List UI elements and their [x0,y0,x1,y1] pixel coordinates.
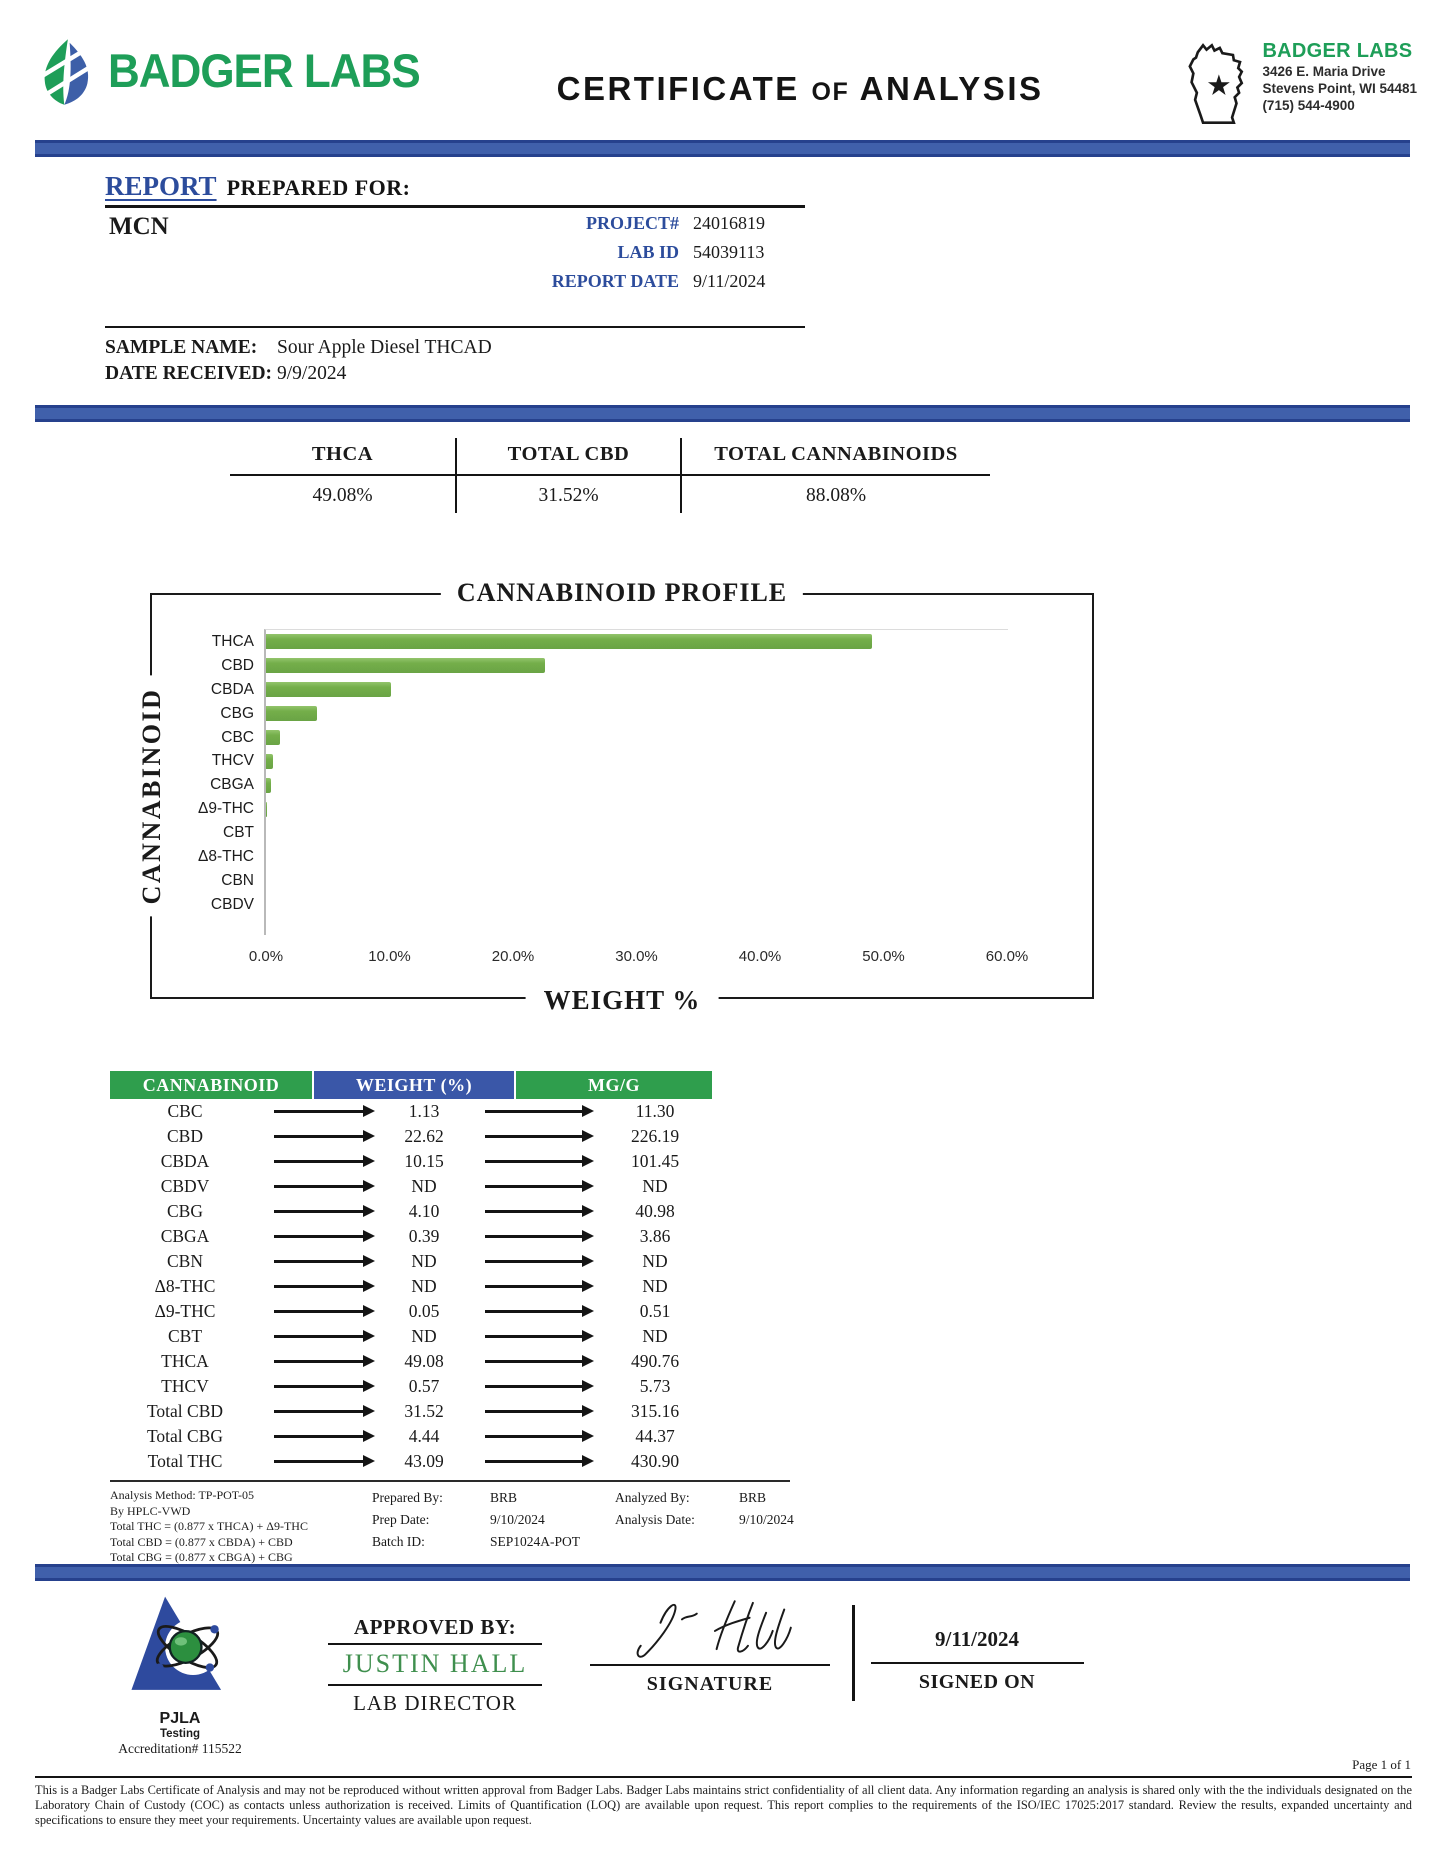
chart-category-label: CBGA [210,776,254,794]
arrow-cell [260,1285,378,1287]
chart-bar [266,682,391,697]
table-row [110,1349,712,1374]
cannabinoid-name: Δ9-THC [154,1301,216,1321]
x-tick-label: 30.0% [615,948,658,965]
right-arrow-icon [274,1260,364,1262]
summary-header: THCA [230,438,455,476]
cannabinoid-profile-chart [137,578,1094,1015]
arrow-cell [260,1385,378,1387]
arrow-cell [260,1160,378,1162]
chart-bar [266,802,267,817]
summary-header: TOTAL CBD [455,438,680,476]
arrow-cell [470,1385,598,1387]
chart-row [221,869,1008,893]
chart-category-label: CBDV [210,895,254,913]
mgg-value: ND [642,1251,668,1271]
note-value: 9/10/2024 [490,1512,545,1527]
weight-value: 1.13 [408,1101,440,1121]
summary-value: 31.52% [455,476,680,513]
weight-value: 4.10 [408,1201,440,1221]
method-note: Analysis Method: TP-POT-05 [110,1488,255,1502]
approved-by-block [320,1615,550,1716]
right-arrow-icon [485,1185,584,1187]
approver-role: LAB DIRECTOR [353,1690,517,1715]
weight-value: 49.08 [404,1351,444,1371]
note-value: BRB [490,1490,518,1505]
arrow-cell [470,1235,598,1237]
results-table [110,1071,712,1474]
arrow-cell [260,1360,378,1362]
leaf-logo-icon [36,36,98,108]
arrow-cell [470,1410,598,1412]
chart-row [211,630,1008,654]
signature-line [590,1593,830,1666]
prepared-for-label: PREPARED FOR: [226,175,411,200]
arrow-cell [260,1310,378,1312]
arrow-cell [260,1435,378,1437]
cannabinoid-name: CBN [167,1251,203,1271]
report-fields [552,213,803,292]
chart-row [198,797,1008,821]
x-tick-label: 50.0% [862,948,905,965]
arrow-cell [470,1285,598,1287]
method-note: By HPLC-VWD [110,1503,191,1518]
lab-address [1262,40,1417,114]
table-row [110,1424,712,1449]
page-title: CERTIFICATE OF ANALYSIS [556,70,1044,107]
date-received-row [105,361,805,387]
right-arrow-icon [485,1160,584,1162]
client-name: MCN [109,213,169,240]
x-tick-label: 10.0% [368,948,411,965]
approver-name: JUSTIN HALL [328,1645,542,1686]
cannabinoid-name: Total CBD [146,1401,224,1421]
badger-labs-logo [36,36,420,108]
divider-bar-top [35,140,1410,157]
arrow-cell [470,1160,598,1162]
table-body [110,1099,712,1474]
report-field-value: 54039113 [693,242,765,262]
signed-on-label: SIGNED ON [918,1670,1036,1693]
right-arrow-icon [274,1385,364,1387]
chart-category-label: CBT [223,824,254,842]
table-row [110,1224,712,1249]
right-arrow-icon [274,1185,364,1187]
cannabinoid-name: CBDV [160,1176,210,1196]
summary-value: 49.08% [312,485,373,506]
right-arrow-icon [485,1460,584,1462]
arrow-cell [470,1460,598,1462]
arrow-cell [470,1210,598,1212]
footer [0,1564,1445,1828]
weight-value: 4.44 [408,1426,440,1446]
notes-prepared [372,1490,580,1550]
mgg-value: 490.76 [630,1351,680,1371]
cannabinoid-name: THCV [161,1376,209,1396]
chart-row [198,845,1008,869]
chart-category-label: CBD [221,656,254,674]
x-tick-label: 0.0% [248,948,284,965]
report-heading [105,171,805,208]
arrow-cell [260,1260,378,1262]
method-note: Total CBG = (0.877 x CBGA) + CBG [110,1550,293,1564]
right-arrow-icon [485,1210,584,1212]
note-label: Analyzed By: [615,1490,690,1505]
weight-value: 10.15 [404,1151,444,1171]
mgg-value: 101.45 [630,1151,680,1171]
weight-value: ND [411,1176,437,1196]
right-arrow-icon [274,1410,364,1412]
right-arrow-icon [274,1110,364,1112]
arrow-cell [260,1135,378,1137]
weight-value: 0.05 [408,1301,440,1321]
x-tick-label: 40.0% [738,948,782,965]
divider-bar-bottom [35,1564,1410,1581]
chart-row [210,678,1008,702]
mgg-value: 3.86 [639,1226,671,1246]
weight-value: 22.62 [404,1126,444,1146]
right-arrow-icon [485,1335,584,1337]
report-field-value: 9/11/2024 [693,271,766,291]
note-label: Analysis Date: [615,1512,695,1527]
note-value: SEP1024A-POT [490,1534,581,1549]
divider-bar-mid [35,405,1410,422]
lab-address-line2: Stevens Point, WI 54481 [1262,81,1417,96]
lab-phone: (715) 544-4900 [1262,98,1355,113]
weight-value: 43.09 [404,1451,444,1471]
report-title: REPORT [105,171,217,201]
signed-on-date: 9/11/2024 [871,1605,1084,1664]
mgg-value: ND [642,1326,668,1346]
date-received-label: DATE RECEIVED: [105,363,273,384]
chart-row [210,773,1008,797]
weight-value: 0.39 [408,1226,440,1246]
weight-value: 31.52 [404,1401,444,1421]
chart-category-label: Δ9-THC [198,800,254,818]
page-number: Page 1 of 1 [1352,1756,1411,1772]
chart-bar [266,658,545,673]
report-field-label: LAB ID [617,242,679,262]
signed-on-block [865,1605,1090,1694]
date-received-value: 9/9/2024 [277,363,347,384]
arrow-cell [470,1360,598,1362]
report-field-value: 24016819 [693,213,765,233]
chart-row [211,749,1008,773]
report-field-label: REPORT DATE [551,271,679,291]
table-row [110,1274,712,1299]
chart-rows [198,630,1008,917]
pjla-accreditation: Accreditation# 115522 [118,1740,242,1756]
arrow-cell [260,1185,378,1187]
arrow-cell [260,1335,378,1337]
pjla-logo-icon [121,1591,239,1703]
column-header: WEIGHT (%) [312,1071,514,1099]
report-body [105,213,805,292]
right-arrow-icon [485,1260,584,1262]
handwritten-signature [600,1593,820,1659]
chart-bar [266,706,317,721]
note-label: Batch ID: [372,1534,425,1549]
arrow-cell [260,1460,378,1462]
sample-name-value: Sour Apple Diesel THCAD [277,337,492,358]
weight-value: ND [411,1251,437,1271]
chart-category-label: Δ8-THC [198,847,254,865]
mgg-value: 11.30 [635,1101,675,1121]
cannabinoid-name: Total CBG [146,1426,224,1446]
table-row [110,1124,712,1149]
table-row [110,1449,712,1474]
note-value: BRB [739,1490,767,1505]
section-rule [105,326,805,328]
chart-bar [266,754,273,769]
wisconsin-map-icon [1180,40,1256,128]
disclaimer-text: This is a Badger Labs Certificate of Analysis and may not be reproduced without written approval from Badger Labs. Badger Labs maintains strict confidentiality of all client data. Any information regarding an analysis is shared only with the the individuals designated on the Laboratory Chain of Custody (COC) as contacts unless authorization is received. Limits of Quantification (LOQ) are available upon request. This report complies to the requirements of the ISO/IEC 17025:2017 standard. Review the results, expanded uncertainty and specifications to ensure they meet your requirements. Uncertainty values are available upon request. [35,1782,1412,1827]
cannabinoid-name: CBGA [160,1226,210,1246]
right-arrow-icon [274,1285,364,1287]
cannabinoid-name: CBT [167,1326,203,1346]
chart-y-axis-label: CANNABINOID [137,676,167,917]
right-arrow-icon [274,1235,364,1237]
table-row [110,1299,712,1324]
chart-category-label: CBN [221,871,254,889]
summary-value: 88.08% [680,476,990,513]
mgg-value: 226.19 [630,1126,680,1146]
right-arrow-icon [274,1360,364,1362]
cannabinoid-name: CBG [167,1201,203,1221]
arrow-cell [260,1410,378,1412]
right-arrow-icon [485,1235,584,1237]
lab-address-line1: 3426 E. Maria Drive [1262,64,1386,79]
notes-analyzed [615,1490,794,1528]
signature-block [590,1593,830,1696]
arrow-cell [470,1310,598,1312]
chart-bar [266,634,872,649]
table-row [110,1099,712,1124]
note-label: Prep Date: [372,1512,430,1527]
report-field-label: PROJECT# [585,213,679,233]
table-row [110,1149,712,1174]
right-arrow-icon [485,1410,584,1412]
lab-name: BADGER LABS [1262,40,1413,62]
column-header: CANNABINOID [110,1071,312,1099]
chart-title: CANNABINOID PROFILE [441,578,803,608]
mgg-value: 0.51 [639,1301,671,1321]
arrow-cell [260,1110,378,1112]
summary-table [230,438,990,513]
chart-category-label: CBG [220,704,254,722]
header [0,0,1445,140]
right-arrow-icon [274,1435,364,1437]
summary-header: TOTAL CANNABINOIDS [680,438,990,476]
right-arrow-icon [485,1135,584,1137]
signature-label: SIGNATURE [646,1672,774,1695]
arrow-cell [470,1110,598,1112]
lab-address-block [1180,40,1417,128]
chart-x-axis-label: WEIGHT % [526,985,719,1016]
chart-row [223,821,1008,845]
weight-value: ND [411,1276,437,1296]
note-label: Prepared By: [372,1490,443,1505]
chart-bar [266,730,280,745]
cannabinoid-name: CBD [167,1126,203,1146]
right-arrow-icon [485,1110,584,1112]
logo-text: BADGER LABS [108,45,420,98]
mgg-value: 315.16 [630,1401,680,1421]
arrow-cell [260,1210,378,1212]
table-row [110,1174,712,1199]
mgg-value: 44.37 [635,1426,675,1446]
table-header [110,1071,712,1099]
arrow-cell [470,1435,598,1437]
weight-value: ND [411,1326,437,1346]
signature-section [70,1591,1405,1757]
mgg-value: 40.98 [635,1201,675,1221]
chart-row [220,702,1008,726]
chart-category-label: CBDA [210,680,254,698]
vertical-divider [852,1605,855,1701]
right-arrow-icon [485,1385,584,1387]
chart-row [221,654,1008,678]
right-arrow-icon [274,1310,364,1312]
method-note: Total THC = (0.877 x THCA) + Δ9-THC [110,1519,308,1533]
right-arrow-icon [274,1135,364,1137]
column-header: MG/G [514,1071,712,1099]
right-arrow-icon [485,1360,584,1362]
right-arrow-icon [274,1160,364,1162]
arrow-cell [470,1185,598,1187]
cannabinoid-name: THCA [161,1351,209,1371]
sample-info [105,335,805,387]
right-arrow-icon [274,1335,364,1337]
report-section [105,171,805,387]
table-row [110,1249,712,1274]
pjla-accreditation-block [70,1591,290,1757]
cannabinoid-name: Δ8-THC [154,1276,216,1296]
note-value: 9/10/2024 [739,1512,794,1527]
right-arrow-icon [274,1210,364,1212]
chart-category-label: THCV [211,752,254,770]
cannabinoid-name: CBC [167,1101,203,1121]
arrow-cell [470,1260,598,1262]
chart-plot-area [198,629,1029,965]
arrow-cell [470,1135,598,1137]
weight-value: 0.57 [408,1376,440,1396]
chart-category-label: THCA [211,632,254,650]
x-tick-label: 20.0% [491,948,535,965]
mgg-value: 430.90 [630,1451,680,1471]
chart-category-label: CBC [221,728,254,746]
mgg-value: ND [642,1176,668,1196]
sample-name-row [105,335,805,361]
approved-by-label: APPROVED BY: [328,1615,542,1645]
table-row [110,1374,712,1399]
footer-rule [35,1776,1412,1778]
sample-name-label: SAMPLE NAME: [105,337,258,358]
arrow-cell [260,1235,378,1237]
x-tick-label: 60.0% [985,948,1029,965]
arrow-cell [470,1335,598,1337]
right-arrow-icon [485,1285,584,1287]
table-row [110,1199,712,1224]
table-row [110,1324,712,1349]
pjla-name: PJLA [159,1709,201,1727]
chart-row [210,893,1008,917]
cannabinoid-name: CBDA [160,1151,210,1171]
method-note: Total CBD = (0.877 x CBDA) + CBD [110,1534,293,1549]
right-arrow-icon [485,1310,584,1312]
chart-row [221,726,1008,750]
chart-bar [266,778,271,793]
mgg-value: 5.73 [639,1376,671,1396]
pjla-sub: Testing [159,1727,201,1740]
right-arrow-icon [485,1435,584,1437]
table-row [110,1399,712,1424]
cannabinoid-name: Total THC [147,1451,223,1471]
right-arrow-icon [274,1460,364,1462]
mgg-value: ND [642,1276,668,1296]
